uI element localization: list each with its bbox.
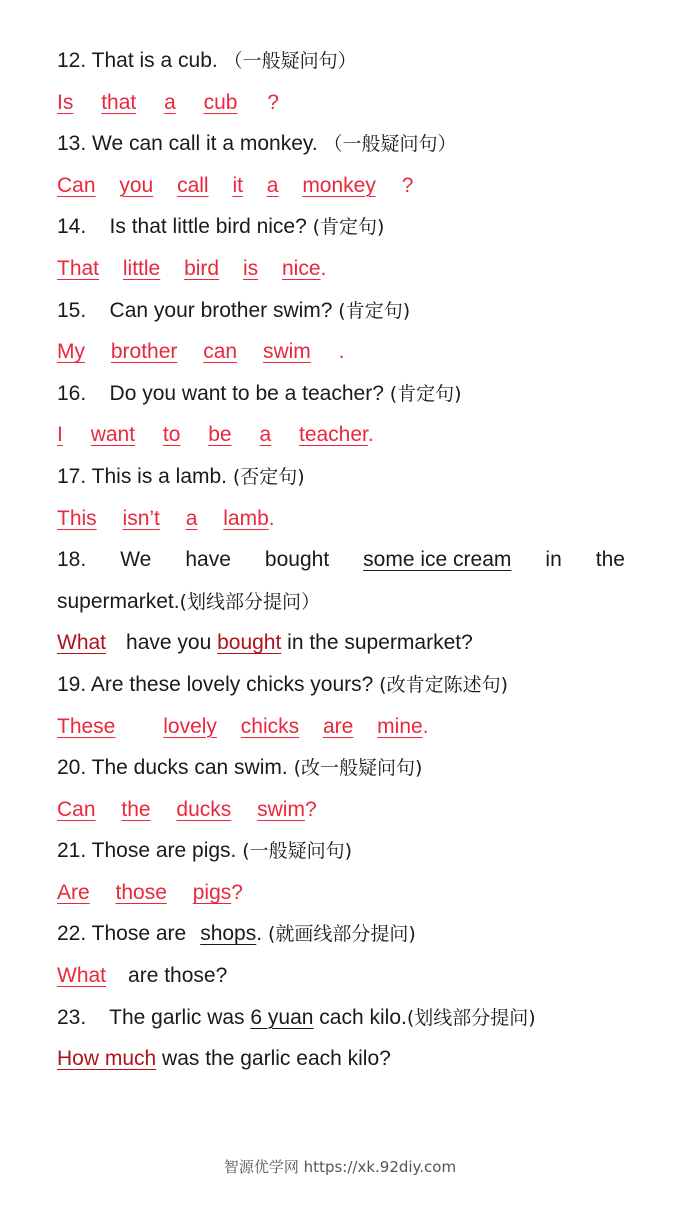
answer-word: brother <box>110 340 178 364</box>
question-22 <box>57 913 625 955</box>
question-12 <box>57 40 625 82</box>
answer-18 <box>57 622 625 664</box>
answer-word: pigs <box>192 880 232 904</box>
worksheet <box>57 40 625 1080</box>
answer-word: those <box>115 880 167 904</box>
answer-wh-word: What <box>57 631 107 655</box>
question-text: the <box>595 548 625 572</box>
answer-text: have you <box>126 631 212 655</box>
answer-wh-word: How much <box>57 1047 157 1071</box>
question-23 <box>57 997 625 1039</box>
footer-watermark: 智源优学网 https://xk.92diy.com <box>223 1158 457 1176</box>
answer-punct: . <box>338 340 345 364</box>
answer-word: teacher <box>298 423 368 447</box>
answer-verb: bought <box>217 631 282 655</box>
question-text: 17. This is a lamb. <box>57 464 228 488</box>
answer-14 <box>57 248 625 290</box>
answer-word: These <box>57 714 116 738</box>
answer-word: that <box>101 90 137 114</box>
question-18 <box>57 539 625 581</box>
question-14 <box>57 206 625 248</box>
answer-word: ducks <box>176 797 232 821</box>
question-20 <box>57 747 625 789</box>
answer-word: a <box>266 173 279 197</box>
answer-word: a <box>259 423 272 447</box>
question-instruction: (改肯定陈述句) <box>379 673 508 696</box>
question-text: 18. <box>57 548 87 572</box>
question-18-cont <box>57 581 625 623</box>
question-21 <box>57 830 625 872</box>
answer-word: I <box>57 423 63 447</box>
answer-word: you <box>119 173 154 197</box>
answer-word: Can <box>57 173 96 197</box>
answer-word: My <box>57 340 85 364</box>
answer-word: want <box>90 423 136 447</box>
answer-19 <box>57 706 625 748</box>
answer-word: are <box>322 714 354 738</box>
question-15 <box>57 290 625 332</box>
answer-word: swim <box>262 340 311 364</box>
answer-word: little <box>122 256 161 280</box>
question-text: 21. Those are pigs. <box>57 839 237 863</box>
answer-punct: ? <box>304 797 317 821</box>
underlined-phrase: some ice cream <box>363 548 512 572</box>
question-13 <box>57 123 625 165</box>
underlined-phrase: shops <box>200 922 257 946</box>
answer-text: are those? <box>128 964 228 988</box>
answer-word: monkey <box>302 173 376 197</box>
question-text: . <box>256 922 263 946</box>
question-text: 20. The ducks can swim. <box>57 756 288 780</box>
answer-word: is <box>242 256 259 280</box>
question-text: have <box>185 548 231 572</box>
answer-word: call <box>177 173 209 197</box>
question-text: 12. That is a cub. <box>57 49 218 72</box>
answer-word: a <box>164 90 176 114</box>
answer-word: be <box>208 423 232 447</box>
answer-word: isn’t <box>122 506 160 530</box>
question-text: cach kilo. <box>319 1005 407 1029</box>
question-16 <box>57 373 625 415</box>
answer-punct: ? <box>231 880 243 904</box>
answer-word: to <box>162 423 181 447</box>
question-text: 14. Is that little bird nice? <box>57 215 307 239</box>
answer-word: can <box>203 340 238 364</box>
answer-punct: ? <box>401 173 414 197</box>
answer-text: in the supermarket? <box>287 631 473 655</box>
answer-word: That <box>57 256 100 280</box>
answer-punct: . <box>268 506 275 530</box>
answer-23 <box>57 1038 625 1080</box>
question-instruction: (否定句) <box>232 465 305 488</box>
answer-word: the <box>121 797 151 821</box>
answer-word: it <box>232 173 243 197</box>
answer-word: Can <box>57 797 96 821</box>
question-text: We <box>120 548 152 572</box>
question-text: in <box>545 548 562 572</box>
answer-word: mine <box>377 714 423 738</box>
question-17 <box>57 456 625 498</box>
answer-punct: . <box>422 714 429 738</box>
answer-word: cub <box>203 90 238 114</box>
answer-13 <box>57 165 625 207</box>
question-text: 22. Those are <box>57 922 187 946</box>
answer-punct: . <box>320 256 327 280</box>
answer-punct: . <box>367 423 374 447</box>
question-text: bought <box>264 548 330 572</box>
answer-word: a <box>185 506 198 530</box>
answer-12 <box>57 82 625 124</box>
answer-word: lovely <box>163 714 217 738</box>
question-text: supermarket. <box>57 589 180 613</box>
answer-word: lamb <box>223 506 269 530</box>
question-text: 19. Are these lovely chicks yours? <box>57 672 374 696</box>
answer-word: swim <box>257 797 305 821</box>
answer-word: nice <box>281 256 321 280</box>
question-instruction: (一般疑问句) <box>242 840 353 863</box>
question-instruction: （一般疑问句） <box>323 133 457 156</box>
answer-word: Is <box>57 90 74 114</box>
answer-wh-word: What <box>57 964 107 988</box>
question-instruction: (肯定句) <box>312 216 385 239</box>
answer-punct: ? <box>267 90 279 114</box>
question-instruction: (改一般疑问句) <box>293 757 423 780</box>
answer-17 <box>57 498 625 540</box>
question-instruction: （一般疑问句） <box>223 50 357 72</box>
question-instruction: (就画线部分提问) <box>267 923 416 946</box>
question-instruction: (划线部分提问） <box>179 590 320 613</box>
question-instruction: (划线部分提问) <box>406 1006 536 1029</box>
answer-20 <box>57 789 625 831</box>
answer-word: chicks <box>240 714 300 738</box>
answer-text: was the garlic each kilo? <box>162 1047 391 1071</box>
question-19 <box>57 664 625 706</box>
question-text: 23. The garlic was <box>57 1005 245 1029</box>
answer-15 <box>57 331 625 373</box>
underlined-phrase: 6 yuan <box>250 1005 314 1029</box>
answer-21 <box>57 872 625 914</box>
answer-word: Are <box>57 880 90 904</box>
answer-22 <box>57 955 625 997</box>
question-text: 13. We can call it a monkey. <box>57 132 318 156</box>
answer-word: bird <box>184 256 220 280</box>
answer-16 <box>57 414 625 456</box>
answer-word: This <box>57 506 97 530</box>
question-text: 15. Can your brother swim? <box>57 298 333 322</box>
question-instruction: (肯定句) <box>389 382 462 405</box>
question-instruction: (肯定句) <box>338 299 411 322</box>
question-text: 16. Do you want to be a teacher? <box>57 381 384 405</box>
